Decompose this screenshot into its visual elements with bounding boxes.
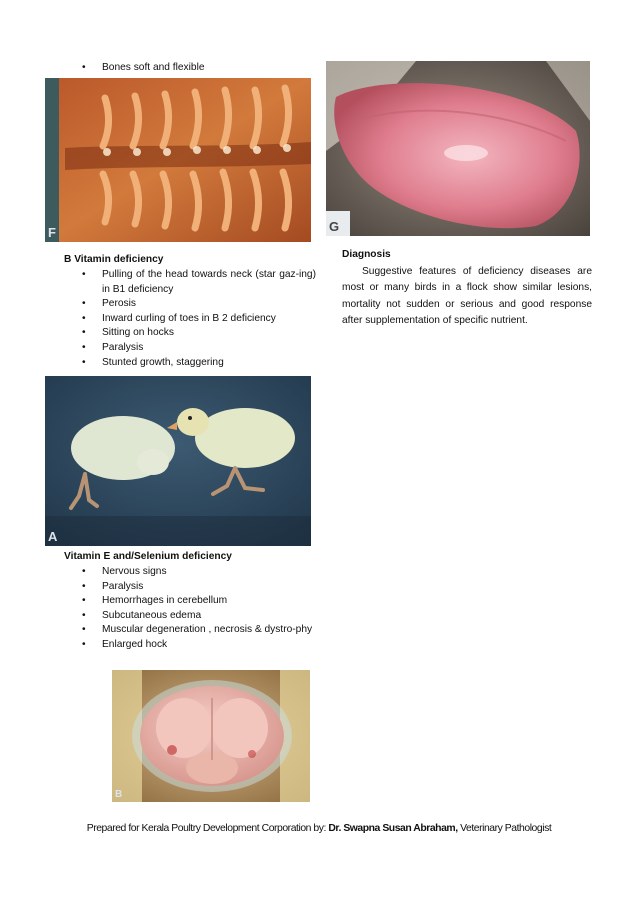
bullet-icon: • bbox=[82, 638, 86, 650]
list-item-text: Enlarged hock bbox=[102, 638, 168, 650]
top-bullet-list bbox=[64, 61, 319, 76]
diagnosis-paragraph: Suggestive features of deficiency diseases are most or many birds in a flock show similar lesions, mortality not sudden or serious and good response after supplementation of specific nutrient. bbox=[342, 266, 592, 327]
tissue-image bbox=[326, 61, 590, 236]
list-item bbox=[64, 638, 316, 653]
list-item-text: Paralysis bbox=[102, 580, 144, 592]
footer bbox=[0, 823, 638, 834]
list-item-text: Sitting on hocks bbox=[102, 327, 174, 339]
footer-suffix: Veterinary Pathologist bbox=[457, 823, 552, 834]
list-item bbox=[64, 594, 316, 609]
list-item bbox=[64, 609, 316, 624]
chicks-image bbox=[45, 376, 311, 546]
photo-label: A bbox=[48, 529, 58, 544]
bullet-icon: • bbox=[82, 595, 86, 607]
list-item bbox=[64, 326, 316, 341]
list-item bbox=[64, 565, 316, 580]
bullet-icon: • bbox=[82, 298, 86, 310]
list-item-text: Inward curling of toes in B 2 deficiency bbox=[102, 312, 276, 324]
bullet-icon: • bbox=[82, 624, 86, 636]
list-item bbox=[64, 297, 316, 312]
list-item-text: Hemorrhages in cerebellum bbox=[102, 595, 228, 607]
list-item bbox=[64, 356, 316, 371]
list-item bbox=[64, 61, 319, 76]
photo-f-ribs bbox=[45, 78, 311, 242]
photo-b-brain bbox=[112, 670, 310, 802]
photo-label: F bbox=[48, 225, 56, 240]
list-item-text: Pulling of the head towards neck (star gaz-ing) in B1 deficiency bbox=[102, 269, 316, 295]
bullet-icon: • bbox=[82, 356, 86, 368]
bullet-icon: • bbox=[82, 62, 86, 73]
brain-image bbox=[112, 670, 310, 802]
list-item-text: Paralysis bbox=[102, 341, 144, 353]
vitamin-e-list bbox=[64, 565, 316, 653]
list-item bbox=[64, 623, 316, 638]
list-item-text: Stunted growth, staggering bbox=[102, 356, 224, 368]
list-item-text: Bones soft and flexible bbox=[102, 62, 205, 73]
list-item-text: Nervous signs bbox=[102, 566, 167, 577]
bullet-icon: • bbox=[82, 269, 86, 280]
list-item bbox=[64, 312, 316, 327]
list-item-text: Perosis bbox=[102, 298, 136, 310]
bullet-icon: • bbox=[82, 312, 86, 324]
list-item-text: Subcutaneous edema bbox=[102, 609, 202, 621]
list-item bbox=[64, 341, 316, 356]
bullet-icon: • bbox=[82, 609, 86, 621]
bullet-icon: • bbox=[82, 566, 86, 577]
photo-a-chicks bbox=[45, 376, 311, 546]
section-heading: Diagnosis bbox=[342, 249, 391, 260]
rib-cage-image bbox=[45, 78, 311, 242]
footer-prefix: Prepared for Kerala Poultry Development Corporation by: bbox=[86, 823, 329, 834]
bullet-icon: • bbox=[82, 327, 86, 339]
b-vitamin-list bbox=[64, 268, 316, 370]
section-heading: B Vitamin deficiency bbox=[64, 254, 164, 265]
footer-author: Dr. Swapna Susan Abraham, bbox=[328, 823, 458, 834]
photo-label: B bbox=[115, 789, 123, 800]
list-item bbox=[64, 580, 316, 595]
photo-g-tissue bbox=[326, 61, 590, 236]
bullet-icon: • bbox=[82, 580, 86, 592]
photo-label: G bbox=[329, 219, 340, 234]
section-heading: Vitamin E and/Selenium deficiency bbox=[64, 551, 232, 562]
list-item bbox=[64, 268, 316, 297]
list-item-text: Muscular degeneration , necrosis & dystro-phy bbox=[102, 624, 313, 636]
bullet-icon: • bbox=[82, 341, 86, 353]
